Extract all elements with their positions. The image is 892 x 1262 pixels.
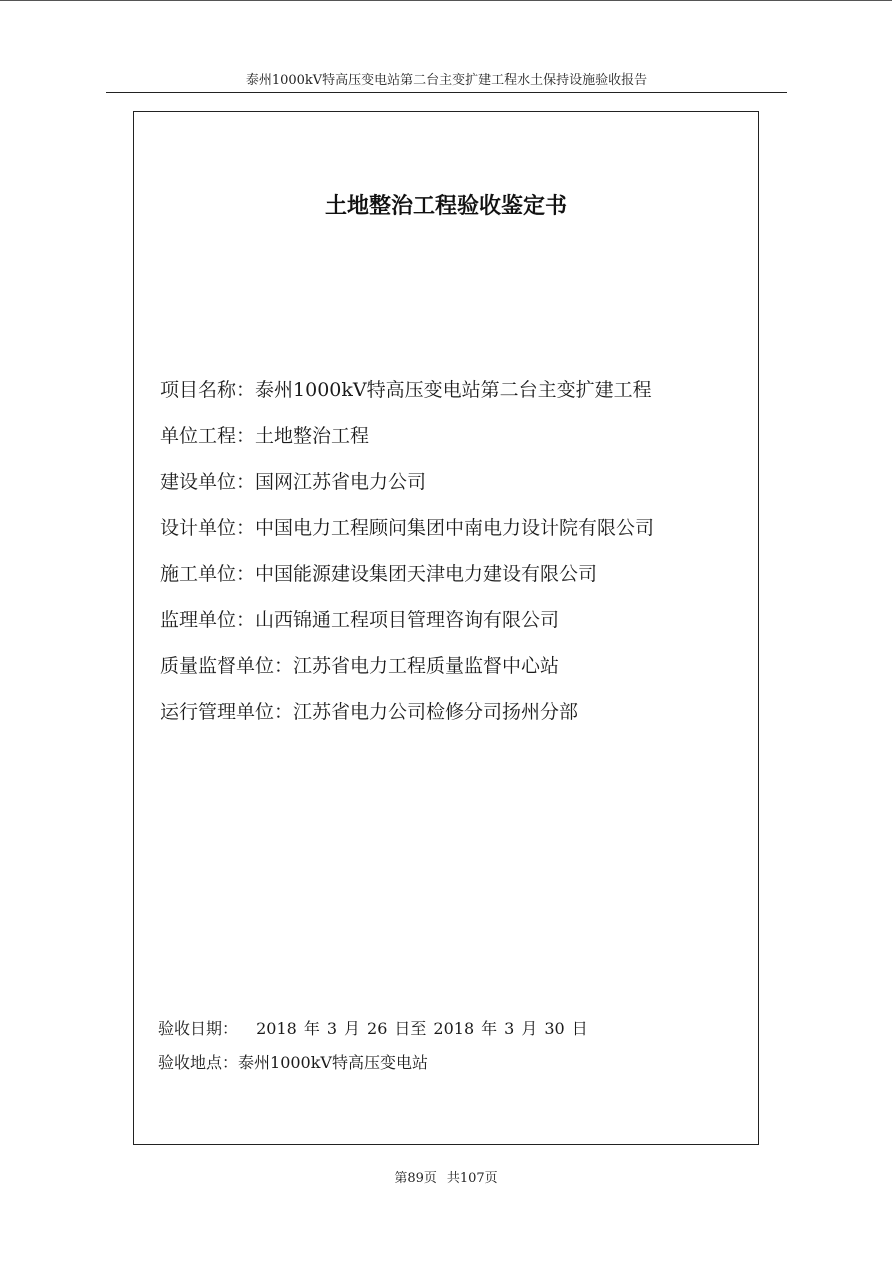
total-pages: 共107页 (446, 1171, 498, 1186)
field-value: 江苏省电力工程质量监督中心站 (293, 655, 560, 677)
field-value: 中国电力工程顾问集团中南电力设计院有限公司 (255, 517, 655, 539)
field-label: 建设单位： (160, 471, 256, 493)
field-label: 运行管理单位： (160, 701, 294, 723)
field-design-unit (160, 512, 740, 558)
end-day: 30 (544, 1019, 565, 1038)
start-year: 2018 (256, 1019, 297, 1038)
page-top-border (0, 0, 892, 1)
field-value: 国网江苏省电力公司 (255, 471, 427, 493)
month-unit: 月 (344, 1019, 361, 1038)
field-value: 山西锦通工程项目管理咨询有限公司 (255, 609, 560, 631)
field-operation-management-unit (160, 696, 740, 742)
field-value: 江苏省电力公司检修分司扬州分部 (293, 701, 579, 723)
field-value: 土地整治工程 (255, 425, 370, 447)
field-label: 监理单位： (160, 609, 256, 631)
field-label: 项目名称： (160, 379, 256, 401)
start-month: 3 (326, 1019, 338, 1038)
acceptance-location-row (158, 1050, 738, 1084)
day-unit: 日 (571, 1019, 588, 1038)
year-unit: 年 (303, 1019, 320, 1038)
field-label: 单位工程： (160, 425, 256, 447)
field-label: 质量监督单位： (160, 655, 294, 677)
end-year: 2018 (433, 1019, 475, 1038)
acceptance-location-label: 验收地点： (158, 1053, 239, 1072)
start-day: 26 (367, 1019, 388, 1038)
field-contractor-unit (160, 558, 740, 604)
month-unit: 月 (521, 1019, 538, 1038)
field-label: 设计单位： (160, 517, 256, 539)
current-page: 第89页 (394, 1171, 437, 1186)
header-rule (106, 92, 787, 93)
field-label: 施工单位： (160, 563, 256, 585)
end-month: 3 (504, 1019, 515, 1038)
field-quality-supervision-unit (160, 650, 740, 696)
field-unit-project (160, 420, 740, 466)
page-number (0, 1170, 892, 1188)
field-value: 中国能源建设集团天津电力建设有限公司 (255, 563, 598, 585)
acceptance-info (158, 1016, 738, 1084)
acceptance-date-row (158, 1016, 738, 1050)
year-unit: 年 (481, 1019, 498, 1038)
field-value: 泰州1000kV特高压变电站第二台主变扩建工程 (255, 379, 652, 401)
acceptance-date-value (249, 1019, 588, 1038)
running-header: 泰州1000kV特高压变电站第二台主变扩建工程水土保持设施验收报告 (245, 73, 648, 88)
field-project-name (160, 374, 740, 420)
field-construction-unit (160, 466, 740, 512)
field-supervision-unit (160, 604, 740, 650)
project-fields (160, 374, 740, 742)
acceptance-location-value: 泰州1000kV特高压变电站 (238, 1053, 428, 1072)
form-title: 土地整治工程验收鉴定书 (324, 194, 567, 219)
day-to-unit: 日至 (394, 1019, 427, 1038)
acceptance-date-label: 验收日期： (158, 1019, 239, 1038)
